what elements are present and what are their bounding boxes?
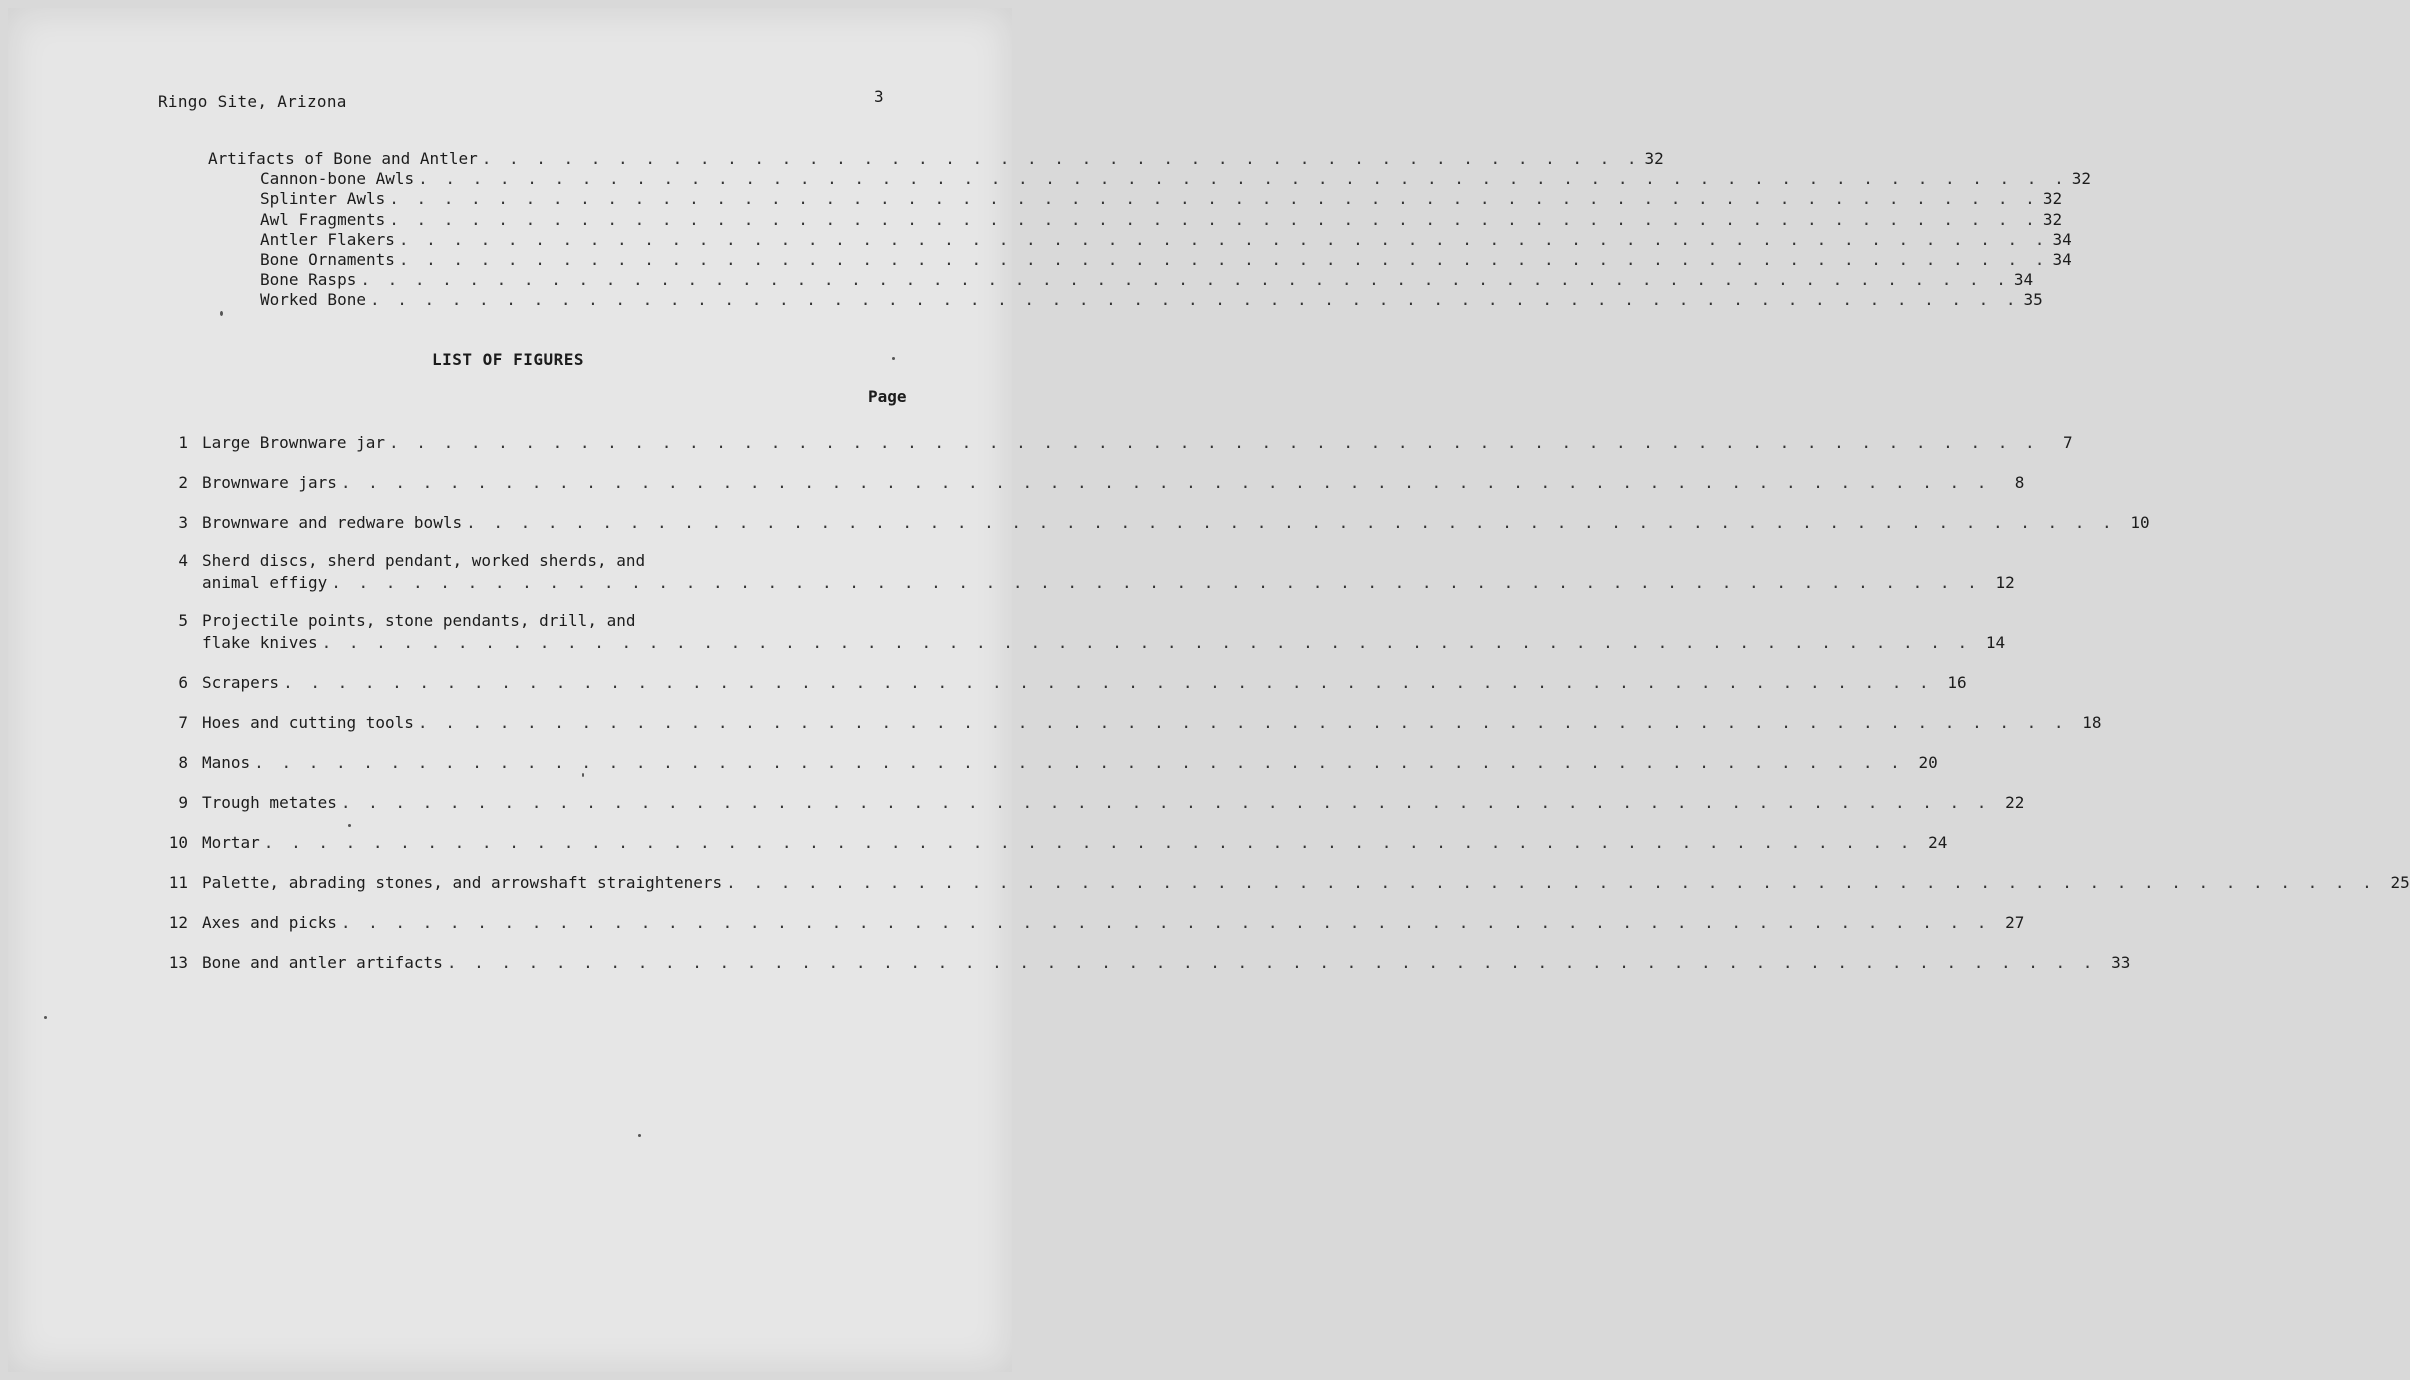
figure-caption-text: Trough metates [202,793,337,812]
figure-caption-line [202,952,2131,974]
dot-leader: . . . . . . . . . . . . . . . . . . . . . . . . . . . . . . . . . . . . . . . . . . . . . . . . . . . . . . . . . . . . . [283,673,1933,692]
figure-page: 14 [1985,633,2006,652]
toc-item-page: 32 [2042,209,2063,229]
figure-caption-text: Brownware jars [202,473,337,492]
dot-leader: . . . . . . . . . . . . . . . . . . . . . . . . . . . . . . . . . . . . . . . . . . . . . . . . . . . . . . . . . . . . . [369,290,2020,310]
toc-continuation [208,149,2091,311]
figure-caption [202,610,2006,654]
figure-caption-text: Scrapers [202,673,280,692]
figure-entry [166,550,2015,594]
figure-caption-line [202,752,1938,774]
figure-caption [202,472,2025,494]
figure-caption [202,712,2102,734]
dot-leader: . . . . . . . . . . . . . . . . . . . . . . . . . . . . . . . . . . . . . . . . . . . . . . . . . . . . . . . . . . . . . [417,713,2068,732]
toc-section-label: Artifacts of Bone and Antler [208,149,478,168]
figure-entry [166,752,1938,774]
dot-leader: . . . . . . . . . . . . . . . . . . . . . . . . . . . . . . . . . . . . . . . . . . . . . . . . . . . . . . . . . . . . . [340,473,1991,492]
figure-page: 24 [1928,833,1948,852]
toc-item-page: 35 [2023,290,2043,310]
figure-caption-line [202,472,2025,494]
toc-item-page: 34 [2013,270,2034,290]
toc-item-label: Bone Ornaments [260,250,395,270]
figure-caption-line [202,672,1967,694]
toc-item-label: Worked Bone [260,290,366,310]
dot-leader: . . . . . . . . . . . . . . . . . . . . . . . . . . . . . . . . . . . . . . . . . . . . . . . . . . . . . . . . . . . . . [263,833,1914,852]
figure-entry [166,672,1967,694]
figure-page: 10 [2130,513,2150,532]
figure-number: 12 [168,913,188,932]
dot-leader: . . . . . . . . . . . . . . . . . . . . . . . . . . . . . . . . . . . . . . . . . . . . . . . . . . . . . . . . . . . . . [340,913,1991,932]
page-column-label: Page [868,387,907,406]
figure-entry [166,432,2073,454]
dot-leader: . . . . . . . . . . . . . . . . . . . . . . . . . . . . . . . . . . . . . . . . . . . [481,149,1641,168]
toc-item-label: Awl Fragments [260,209,386,229]
figure-entry [166,712,2102,734]
figure-page: 20 [1918,753,1938,772]
figure-caption-line [202,872,2410,894]
figure-page: 8 [2014,473,2025,492]
figure-number: 9 [178,793,188,812]
figure-caption [202,752,1938,774]
figure-caption [202,550,2015,594]
figure-caption-text: Projectile points, stone pendants, drill, and [202,611,636,630]
figure-entry [166,832,1948,854]
figure-page: 22 [2005,793,2025,812]
dot-leader: . . . . . . . . . . . . . . . . . . . . . . . . . . . . . . . . . . . . . . . . . . . . . . . . . . . . . . . . . . . . . [340,793,1991,812]
figure-caption-line [202,550,902,572]
figure-page: 33 [2111,953,2131,972]
list-of-figures-heading: LIST OF FIGURES [432,350,584,369]
figure-caption [202,792,2025,814]
figure-number: 5 [178,611,188,630]
toc-item-label: Bone Rasps [260,270,357,290]
toc-item [208,229,2072,250]
figure-caption-text: Axes and picks [202,913,337,932]
figure-caption-line [202,610,902,632]
scan-speck [220,311,223,316]
figure-number: 3 [178,513,188,532]
toc-item [208,250,2072,270]
figure-caption-text: flake knives [202,633,318,652]
dot-leader: . . . . . . . . . . . . . . . . . . . . . . . . . . . . . . . . . . . . . . . . . . . . . . . . . . . . . . . . . . . . . [398,229,2049,249]
document-page [8,8,2410,1372]
figure-page: 27 [2005,913,2025,932]
figure-caption [202,912,2025,934]
figure-caption-text: Palette, abrading stones, and arrowshaft straighteners [202,873,723,892]
figure-caption [202,832,1948,854]
page-number: 3 [874,87,884,106]
dot-leader: . . . . . . . . . . . . . . . . . . . . . . . . . . . . . . . . . . . . . . . . . . . . . . . . . . . . . . . . . . . . . [321,633,1972,652]
figure-caption-line [202,832,1948,854]
figure-page: 18 [2082,713,2102,732]
scan-speck [892,357,895,360]
figure-number: 10 [168,833,188,852]
figure-page: 12 [1995,573,2015,592]
toc-section-row [208,149,1664,169]
dot-leader: . . . . . . . . . . . . . . . . . . . . . . . . . . . . . . . . . . . . . . . . . . . . . . . . . . . . . . . . . . . . . [360,270,2010,290]
toc-item [208,209,2063,230]
toc-item [208,290,2043,310]
figure-caption-text: Sherd discs, sherd pendant, worked sherds, and [202,551,646,570]
figure-caption [202,952,2131,974]
figure-caption-text: Large Brownware jar [202,433,386,452]
figure-entry [166,792,2025,814]
figure-caption-text: Bone and antler artifacts [202,953,443,972]
figure-number: 13 [168,953,188,972]
toc-item [208,169,2091,189]
figure-caption-text: animal effigy [202,573,328,592]
running-header: Ringo Site, Arizona [158,92,347,111]
figure-number: 7 [178,713,188,732]
figure-entry [166,610,2006,654]
figure-caption [202,512,2150,534]
figure-caption-line [202,632,2006,654]
toc-item-label: Splinter Awls [260,189,386,209]
figure-caption-line [202,432,2073,454]
dot-leader: . . . . . . . . . . . . . . . . . . . . . . . . . . . . . . . . . . . . . . . . . . . . . . . . . . . . . . . . . . . . . [446,953,2097,972]
figure-number: 4 [178,551,188,570]
scan-speck [638,1134,641,1137]
figure-entry [166,472,2025,494]
figure-caption [202,872,2410,894]
figure-number: 2 [178,473,188,492]
figure-caption-text: Mortar [202,833,260,852]
toc-item-page: 32 [2042,189,2063,209]
toc-item [208,189,2063,209]
figure-caption-line [202,912,2025,934]
figure-caption-text: Hoes and cutting tools [202,713,414,732]
dot-leader: . . . . . . . . . . . . . . . . . . . . . . . . . . . . . . . . . . . . . . . . . . . . . . . . . . . . . . . . . . . . . [389,209,2039,229]
dot-leader: . . . . . . . . . . . . . . . . . . . . . . . . . . . . . . . . . . . . . . . . . . . . . . . . . . . . . . . . . . . . . [398,250,2049,270]
toc-item-label: Antler Flakers [260,229,395,249]
scan-speck [44,1016,47,1019]
figure-page: 7 [2062,433,2073,452]
figure-entry [166,872,2410,894]
figure-number: 11 [168,873,188,892]
toc-item [208,270,2034,290]
figure-caption-line [202,512,2150,534]
toc-item-page: 34 [2052,229,2072,249]
toc-item-page: 34 [2052,250,2072,270]
scan-speck [582,773,584,777]
scan-speck [348,824,351,827]
toc-item-label: Cannon-bone Awls [260,169,415,189]
dot-leader: . . . . . . . . . . . . . . . . . . . . . . . . . . . . . . . . . . . . . . . . . . . . . . . . . . . . . . . . . . . . . [254,753,1904,772]
dot-leader: . . . . . . . . . . . . . . . . . . . . . . . . . . . . . . . . . . . . . . . . . . . . . . . . . . . . . . . . . . . . . [726,873,2376,892]
toc-section-page: 32 [1644,149,1664,168]
figure-caption [202,672,1967,694]
figure-page: 25 [2390,873,2410,892]
dot-leader: . . . . . . . . . . . . . . . . . . . . . . . . . . . . . . . . . . . . . . . . . . . . . . . . . . . . . . . . . . . . . [418,169,2068,189]
dot-leader: . . . . . . . . . . . . . . . . . . . . . . . . . . . . . . . . . . . . . . . . . . . . . . . . . . . . . . . . . . . . . [389,433,2039,452]
dot-leader: . . . . . . . . . . . . . . . . . . . . . . . . . . . . . . . . . . . . . . . . . . . . . . . . . . . . . . . . . . . . . [331,573,1981,592]
figure-caption [202,432,2073,454]
dot-leader: . . . . . . . . . . . . . . . . . . . . . . . . . . . . . . . . . . . . . . . . . . . . . . . . . . . . . . . . . . . . . [466,513,2116,532]
figure-caption-text: Manos [202,753,251,772]
figure-caption-line [202,572,2015,594]
figure-caption-text: Brownware and redware bowls [202,513,463,532]
figure-entry [166,952,2131,974]
figure-entry [166,512,2150,534]
figure-page: 16 [1947,673,1967,692]
figure-number: 6 [178,673,188,692]
figure-number: 1 [178,433,188,452]
figure-caption-line [202,792,2025,814]
figure-number: 8 [178,753,188,772]
figure-entry [166,912,2025,934]
toc-item-page: 32 [2071,169,2091,189]
dot-leader: . . . . . . . . . . . . . . . . . . . . . . . . . . . . . . . . . . . . . . . . . . . . . . . . . . . . . . . . . . . . . [389,189,2039,209]
figure-caption-line [202,712,2102,734]
